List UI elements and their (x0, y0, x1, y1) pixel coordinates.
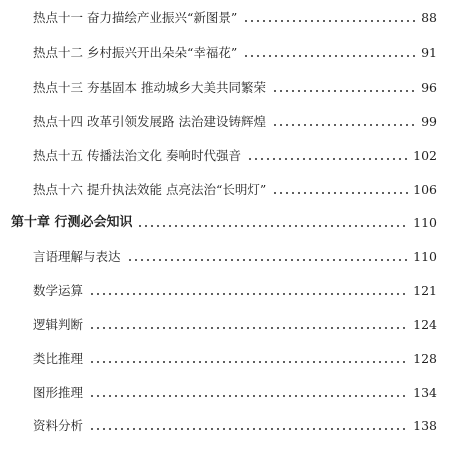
toc-leader-dots (89, 293, 409, 295)
toc-entry[interactable] (0, 281, 454, 301)
toc-leader-dots (243, 55, 417, 57)
toc-leader-dots (272, 192, 409, 194)
toc-entry-title: 资料分析 (33, 418, 84, 433)
toc-entry[interactable] (0, 416, 454, 436)
toc-leader-dots (272, 124, 417, 126)
toc-entry-page: 88 (421, 10, 437, 25)
toc-chapter-title: 第十章 行测必会知识 (11, 215, 133, 230)
toc-entry-page: 124 (413, 317, 437, 332)
toc-leader-dots (89, 395, 409, 397)
toc-entry[interactable] (0, 247, 454, 267)
toc-leader-dots (137, 225, 410, 227)
toc-entry[interactable] (0, 383, 454, 403)
toc-entry-page: 106 (413, 182, 437, 197)
toc-entry-page: 99 (421, 114, 437, 129)
toc-entry-page: 110 (413, 249, 437, 264)
toc-entry-title: 热点十一 奋力描绘产业振兴“新图景” (33, 10, 238, 25)
toc-leader-dots (243, 20, 417, 22)
toc-leader-dots (272, 90, 417, 92)
toc-entry[interactable] (0, 146, 454, 166)
toc-entry[interactable] (0, 349, 454, 369)
toc-leader-dots (89, 428, 409, 430)
toc-entry[interactable] (0, 8, 454, 28)
toc-entry-page: 121 (413, 283, 437, 298)
toc-entry-page: 138 (413, 418, 437, 433)
toc-entry-page: 102 (413, 148, 437, 163)
toc-entry[interactable] (0, 315, 454, 335)
toc-entry-title: 言语理解与表达 (33, 249, 121, 264)
toc-entry[interactable] (0, 43, 454, 63)
toc-entry-title: 热点十六 提升执法效能 点亮法治“长明灯” (33, 182, 267, 197)
toc-entry-page: 91 (421, 45, 437, 60)
toc-leader-dots (247, 158, 409, 160)
toc-entry-page: 128 (413, 351, 437, 366)
toc-entry-title: 热点十三 夯基固本 推动城乡大美共同繁荣 (33, 80, 266, 95)
toc-entry-title: 图形推理 (33, 385, 84, 400)
toc-entry-title: 热点十二 乡村振兴开出朵朵“幸福花” (33, 45, 238, 60)
toc-entry-page: 96 (421, 80, 437, 95)
toc-entry-page: 134 (413, 385, 437, 400)
toc-entry[interactable] (0, 78, 454, 98)
toc-entry-title: 类比推理 (33, 351, 84, 366)
toc-entry-page: 110 (413, 215, 437, 230)
toc-entry[interactable] (0, 180, 454, 200)
toc-leader-dots (127, 259, 410, 261)
toc-leader-dots (89, 327, 409, 329)
toc-entry-title: 数学运算 (33, 283, 84, 298)
toc-entry[interactable] (0, 112, 454, 132)
toc-entry-title: 逻辑判断 (33, 317, 84, 332)
toc-entry-title: 热点十五 传播法治文化 奏响时代强音 (33, 148, 241, 163)
toc-entry-title: 热点十四 改革引领发展路 法治建设铸辉煌 (33, 114, 266, 129)
toc-leader-dots (89, 361, 409, 363)
toc-chapter-entry[interactable] (0, 213, 454, 233)
